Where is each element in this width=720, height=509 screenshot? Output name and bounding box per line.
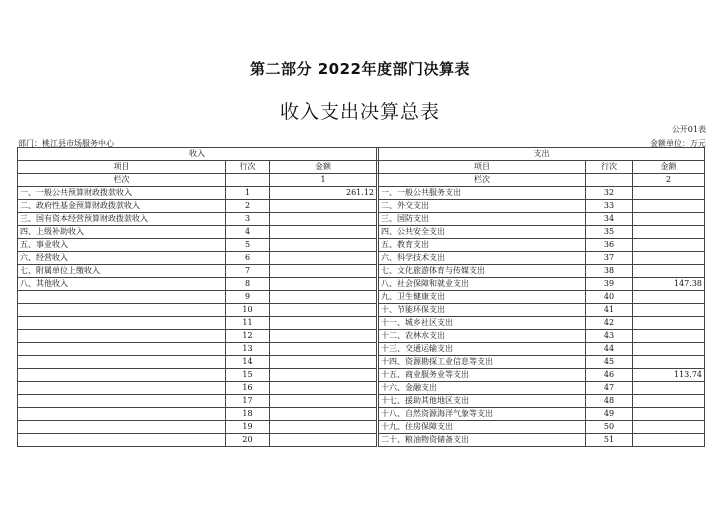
expense-item: 二十、粮油物资储备支出 xyxy=(379,434,586,447)
income-row-number: 11 xyxy=(226,317,270,330)
income-item xyxy=(18,330,226,343)
income-amount xyxy=(270,369,377,382)
income-amount xyxy=(270,291,377,304)
income-item xyxy=(18,317,226,330)
income-row-number: 6 xyxy=(226,252,270,265)
income-amount xyxy=(270,382,377,395)
income-item xyxy=(18,408,226,421)
expense-amount xyxy=(633,421,705,434)
income-lanci-label: 栏次 xyxy=(18,174,226,187)
expense-amount xyxy=(633,304,705,317)
expense-amount xyxy=(633,330,705,343)
income-row-number: 13 xyxy=(226,343,270,356)
expense-amount xyxy=(633,291,705,304)
expense-row-number: 33 xyxy=(586,200,633,213)
income-item: 五、事业收入 xyxy=(18,239,226,252)
expense-amount xyxy=(633,187,705,200)
expense-amount xyxy=(633,382,705,395)
table-row xyxy=(18,278,705,291)
income-amount xyxy=(270,395,377,408)
income-item: 四、上级补助收入 xyxy=(18,226,226,239)
expense-amount xyxy=(633,239,705,252)
income-amount-header: 金额 xyxy=(270,161,377,174)
expense-lanci-label: 栏次 xyxy=(379,174,586,187)
table-row xyxy=(18,395,705,408)
income-item xyxy=(18,343,226,356)
income-item xyxy=(18,395,226,408)
table-row xyxy=(18,239,705,252)
income-row-number: 20 xyxy=(226,434,270,447)
form-number: 公开01表 xyxy=(671,125,706,134)
expense-amount xyxy=(633,317,705,330)
expense-row-number: 50 xyxy=(586,421,633,434)
income-item xyxy=(18,369,226,382)
income-row-number: 9 xyxy=(226,291,270,304)
expense-row-number: 34 xyxy=(586,213,633,226)
expense-row-number: 46 xyxy=(586,369,633,382)
income-amount xyxy=(270,408,377,421)
income-item: 三、国有资本经营预算财政拨款收入 xyxy=(18,213,226,226)
expense-amount xyxy=(633,434,705,447)
income-row-number: 12 xyxy=(226,330,270,343)
income-item xyxy=(18,291,226,304)
column-header-row xyxy=(18,161,705,174)
income-row-number: 16 xyxy=(226,382,270,395)
expense-row-number: 45 xyxy=(586,356,633,369)
expense-row-number: 48 xyxy=(586,395,633,408)
table-row xyxy=(18,421,705,434)
expense-row-number: 37 xyxy=(586,252,633,265)
income-item-header: 项目 xyxy=(18,161,226,174)
expense-amount xyxy=(633,213,705,226)
expense-column-number: 2 xyxy=(633,174,705,187)
income-amount xyxy=(270,265,377,278)
expense-item: 十二、农林水支出 xyxy=(379,330,586,343)
expense-item: 七、文化旅游体育与传媒支出 xyxy=(379,265,586,278)
expense-row-number: 36 xyxy=(586,239,633,252)
income-item xyxy=(18,356,226,369)
income-item xyxy=(18,421,226,434)
income-amount xyxy=(270,330,377,343)
income-item xyxy=(18,382,226,395)
expense-item: 九、卫生健康支出 xyxy=(379,291,586,304)
income-row-blank xyxy=(226,174,270,187)
income-amount xyxy=(270,434,377,447)
table-row xyxy=(18,434,705,447)
income-row-number: 2 xyxy=(226,200,270,213)
income-item xyxy=(18,304,226,317)
expense-item: 十四、资源勘探工业信息等支出 xyxy=(379,356,586,369)
expense-row-blank xyxy=(586,174,633,187)
income-amount xyxy=(270,421,377,434)
income-row-number: 5 xyxy=(226,239,270,252)
expense-amount xyxy=(633,252,705,265)
table-row xyxy=(18,226,705,239)
table-row xyxy=(18,213,705,226)
expense-item: 五、教育支出 xyxy=(379,239,586,252)
expense-amount: 113.74 xyxy=(633,369,705,382)
expense-row-number: 39 xyxy=(586,278,633,291)
expense-item: 二、外交支出 xyxy=(379,200,586,213)
income-item: 八、其他收入 xyxy=(18,278,226,291)
income-row-number: 14 xyxy=(226,356,270,369)
income-row-number: 8 xyxy=(226,278,270,291)
expense-item: 十、节能环保支出 xyxy=(379,304,586,317)
expense-row-number: 35 xyxy=(586,226,633,239)
income-amount xyxy=(270,213,377,226)
expense-amount: 147.38 xyxy=(633,278,705,291)
expense-item: 一、一般公共服务支出 xyxy=(379,187,586,200)
expense-amount xyxy=(633,408,705,421)
income-item: 七、附属单位上缴收入 xyxy=(18,265,226,278)
part-title: 第二部分 2022年度部门决算表 xyxy=(250,60,470,78)
table-row xyxy=(18,369,705,382)
income-expense-table xyxy=(17,147,705,447)
income-amount xyxy=(270,304,377,317)
income-row-number: 4 xyxy=(226,226,270,239)
income-row-number: 10 xyxy=(226,304,270,317)
income-row-number: 19 xyxy=(226,421,270,434)
income-amount xyxy=(270,252,377,265)
table-body xyxy=(18,187,705,447)
expense-row-number: 38 xyxy=(586,265,633,278)
expense-item: 八、社会保障和就业支出 xyxy=(379,278,586,291)
expense-item: 十一、城乡社区支出 xyxy=(379,317,586,330)
income-item: 二、政府性基金预算财政拨款收入 xyxy=(18,200,226,213)
expense-row-number: 41 xyxy=(586,304,633,317)
expense-item: 十六、金融支出 xyxy=(379,382,586,395)
income-amount xyxy=(270,278,377,291)
income-amount xyxy=(270,226,377,239)
expense-amount xyxy=(633,226,705,239)
expense-amount-header: 金额 xyxy=(633,161,705,174)
expense-amount xyxy=(633,343,705,356)
table-row xyxy=(18,265,705,278)
income-amount xyxy=(270,239,377,252)
expense-amount xyxy=(633,265,705,278)
table-row xyxy=(18,317,705,330)
expense-row-number: 49 xyxy=(586,408,633,421)
income-item: 六、经营收入 xyxy=(18,252,226,265)
table-row xyxy=(18,330,705,343)
table-row xyxy=(18,252,705,265)
expense-header: 支出 xyxy=(379,148,705,161)
table-row xyxy=(18,382,705,395)
expense-row-number: 47 xyxy=(586,382,633,395)
income-item xyxy=(18,434,226,447)
amount-unit: 金额单位：万元 xyxy=(650,139,706,148)
expense-row-number: 32 xyxy=(586,187,633,200)
income-header: 收入 xyxy=(18,148,377,161)
expense-row-number: 44 xyxy=(586,343,633,356)
income-row-number: 18 xyxy=(226,408,270,421)
table-row xyxy=(18,291,705,304)
expense-row-header: 行次 xyxy=(586,161,633,174)
section-header-row xyxy=(18,148,705,161)
table-row xyxy=(18,304,705,317)
expense-item: 十七、援助其他地区支出 xyxy=(379,395,586,408)
expense-row-number: 51 xyxy=(586,434,633,447)
department-label: 部门：桃江县市场服务中心 xyxy=(18,139,114,148)
expense-amount xyxy=(633,200,705,213)
expense-amount xyxy=(633,395,705,408)
income-row-number: 17 xyxy=(226,395,270,408)
expense-row-number: 43 xyxy=(586,330,633,343)
expense-item: 十八、自然资源海洋气象等支出 xyxy=(379,408,586,421)
doc-title: 收入支出决算总表 xyxy=(279,101,440,123)
expense-item: 十三、交通运输支出 xyxy=(379,343,586,356)
income-item: 一、一般公共预算财政拨款收入 xyxy=(18,187,226,200)
income-row-number: 3 xyxy=(226,213,270,226)
income-row-number: 7 xyxy=(226,265,270,278)
expense-item-header: 项目 xyxy=(379,161,586,174)
income-amount xyxy=(270,200,377,213)
expense-amount xyxy=(633,356,705,369)
income-column-number: 1 xyxy=(270,174,377,187)
column-number-row xyxy=(18,174,705,187)
table-row xyxy=(18,200,705,213)
expense-item: 六、科学技术支出 xyxy=(379,252,586,265)
income-row-header: 行次 xyxy=(226,161,270,174)
income-amount xyxy=(270,343,377,356)
income-amount xyxy=(270,356,377,369)
income-amount: 261.12 xyxy=(270,187,377,200)
income-row-number: 15 xyxy=(226,369,270,382)
income-amount xyxy=(270,317,377,330)
expense-row-number: 42 xyxy=(586,317,633,330)
expense-item: 三、国防支出 xyxy=(379,213,586,226)
income-row-number: 1 xyxy=(226,187,270,200)
table-row xyxy=(18,187,705,200)
table-row xyxy=(18,356,705,369)
expense-item: 十九、住房保障支出 xyxy=(379,421,586,434)
expense-item: 四、公共安全支出 xyxy=(379,226,586,239)
table-row xyxy=(18,408,705,421)
table-row xyxy=(18,343,705,356)
expense-row-number: 40 xyxy=(586,291,633,304)
expense-item: 十五、商业服务业等支出 xyxy=(379,369,586,382)
